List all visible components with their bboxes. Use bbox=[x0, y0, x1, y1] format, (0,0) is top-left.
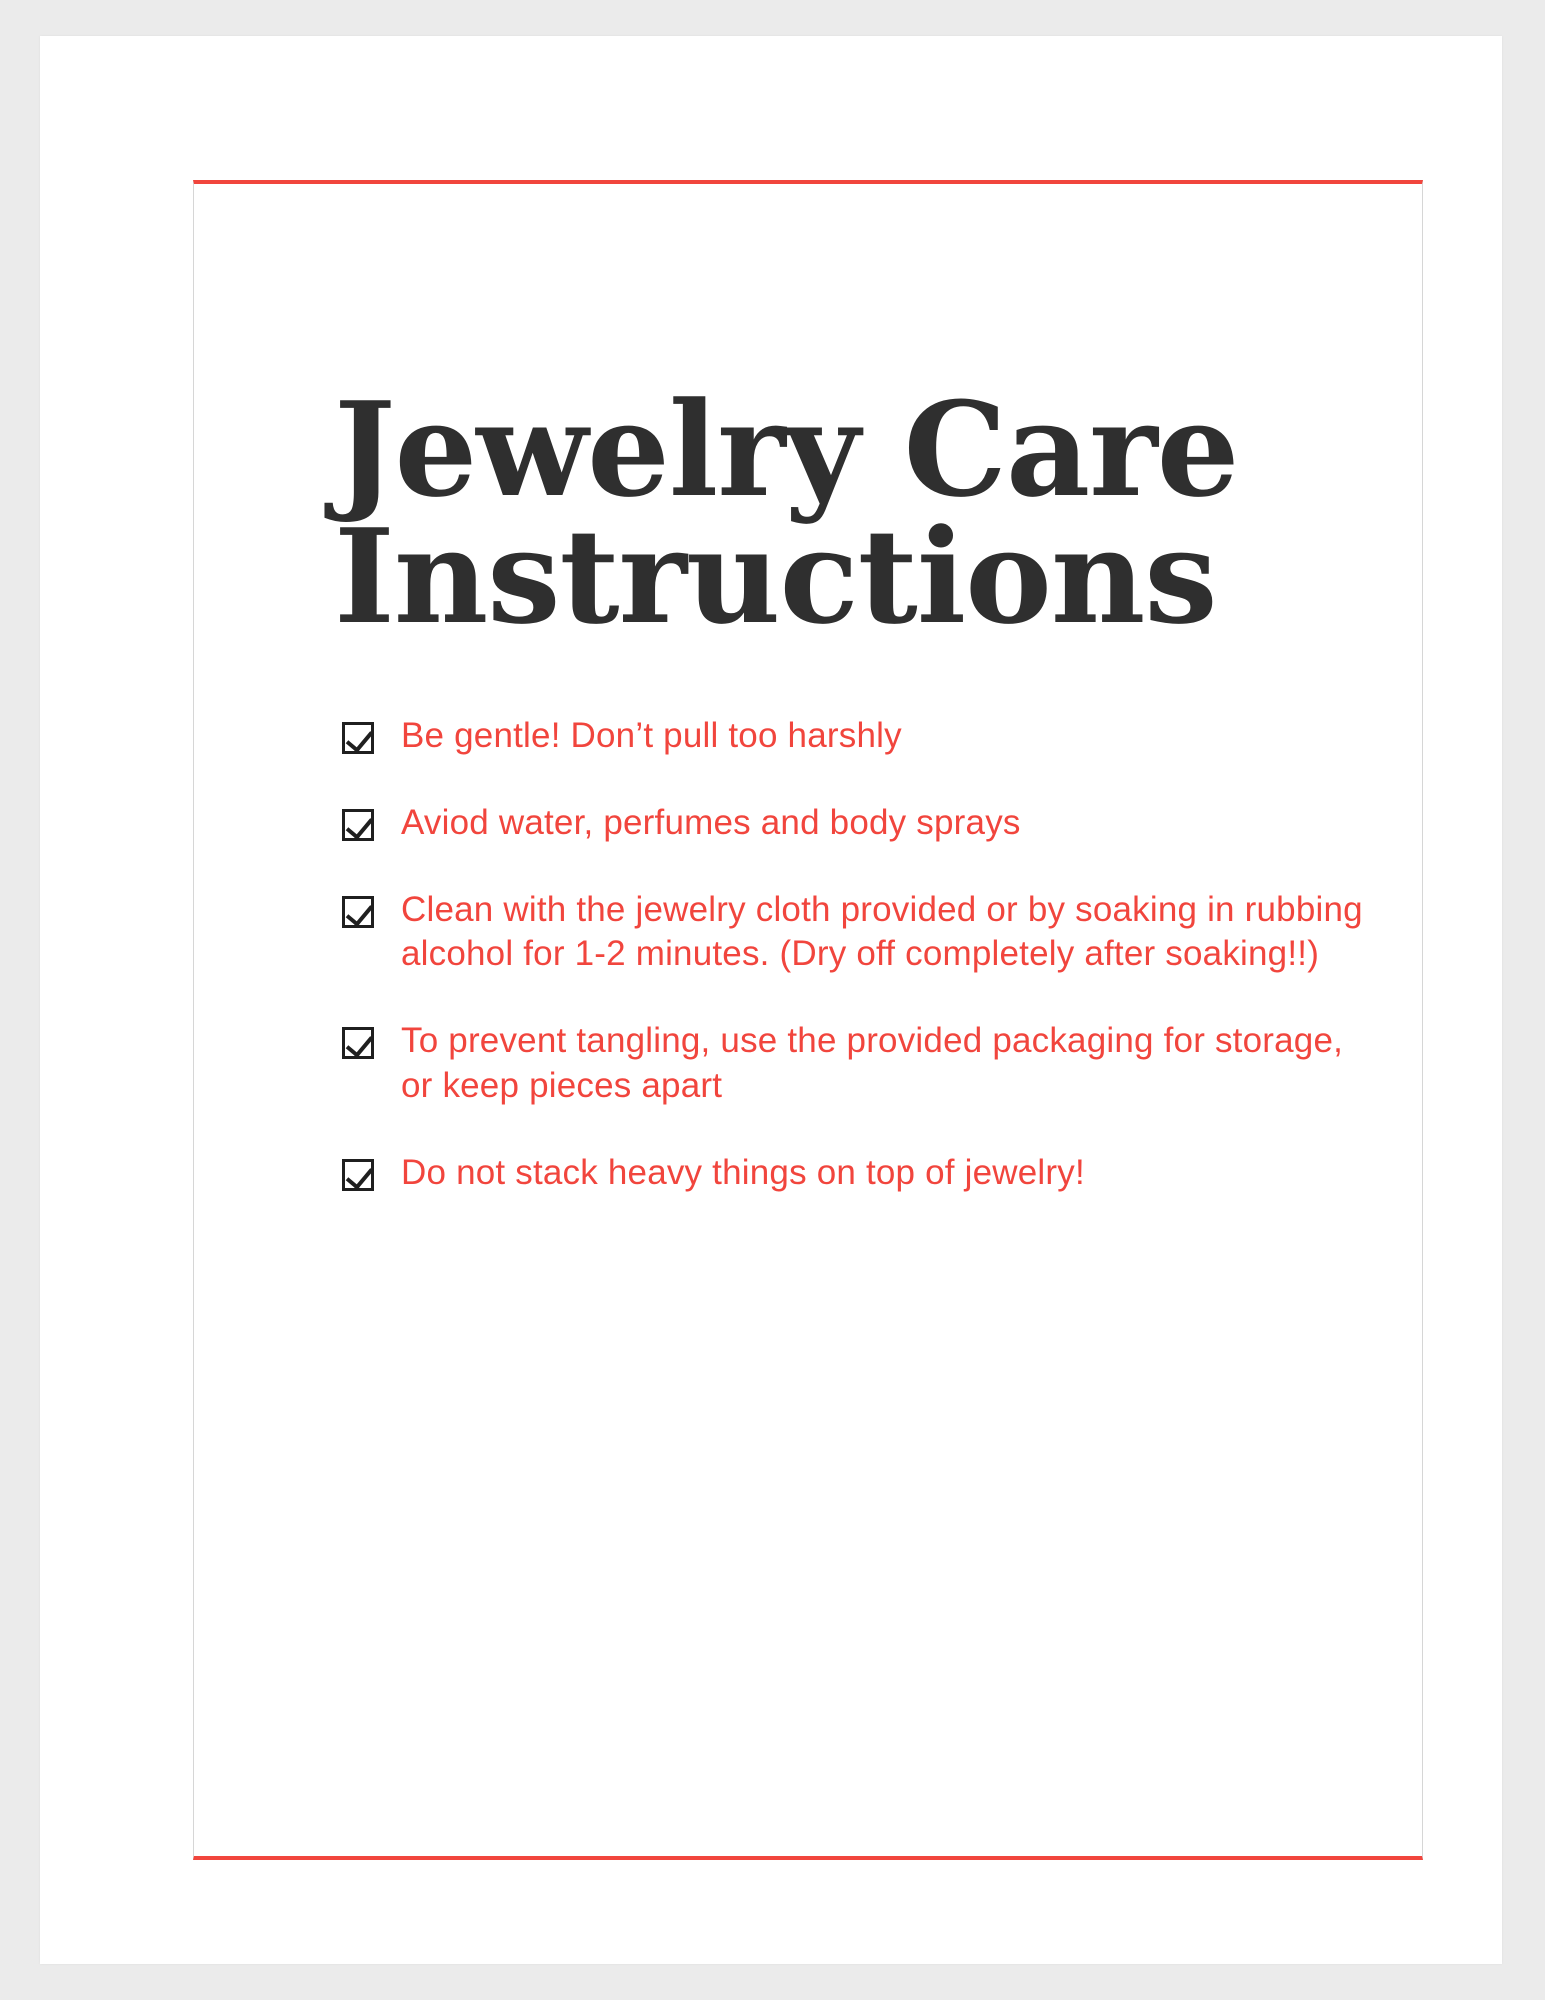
checked-checkbox-icon bbox=[342, 1027, 374, 1059]
checked-checkbox-icon bbox=[342, 896, 374, 928]
list-item bbox=[342, 714, 1372, 759]
list-item bbox=[342, 888, 1372, 978]
list-item-label: Be gentle! Don’t pull too harshly bbox=[401, 716, 902, 755]
list-item bbox=[342, 1151, 1372, 1196]
checked-checkbox-icon bbox=[342, 1159, 374, 1191]
list-item-label: Clean with the jewelry cloth provided or by soaking in rubbing alcohol for 1-2 minutes. (Dry off completely after soaking!!) bbox=[401, 889, 1363, 974]
checked-checkbox-icon bbox=[342, 722, 374, 754]
list-item-label: To prevent tangling, use the provided packaging for storage, or keep pieces apart bbox=[401, 1021, 1344, 1105]
care-instructions-list bbox=[342, 714, 1372, 1238]
checked-checkbox-icon bbox=[342, 809, 374, 841]
list-item-label: Aviod water, perfumes and body sprays bbox=[401, 802, 1021, 842]
list-item bbox=[342, 1019, 1372, 1109]
list-item-label: Do not stack heavy things on top of jewelry! bbox=[401, 1152, 1085, 1192]
document-page bbox=[40, 36, 1502, 1964]
page-title: Jewelry Care Instructions bbox=[334, 373, 1239, 654]
list-item bbox=[342, 801, 1372, 846]
page-border-frame bbox=[193, 180, 1423, 1860]
